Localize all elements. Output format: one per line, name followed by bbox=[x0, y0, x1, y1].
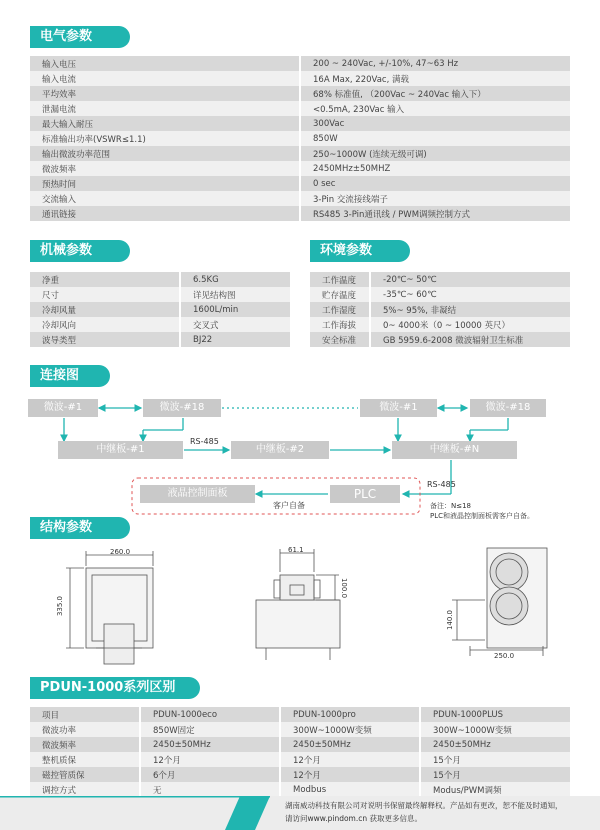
electrical-cell: 通讯链接 bbox=[30, 206, 300, 221]
microwave-18-box-left: 微波-#18 bbox=[143, 399, 221, 417]
series-cell: 12个月 bbox=[280, 752, 420, 767]
electrical-cell: 输入电流 bbox=[30, 71, 300, 86]
series-cell: Modus/PWM调频 bbox=[420, 782, 570, 797]
mechanical-cell: 尺寸 bbox=[30, 287, 180, 302]
footer-line-1: 湖南威动科技有限公司对说明书保留最终解释权。产品如有更改，恕不能及时通知， bbox=[285, 801, 563, 810]
microwave-18-box-right: 微波-#18 bbox=[470, 399, 546, 417]
dim-top-width: 250.0 bbox=[494, 652, 515, 660]
microwave-1-box-left: 微波-#1 bbox=[28, 399, 98, 417]
connection-section-title: 连接图 bbox=[30, 365, 110, 387]
rs485-label-relay: RS-485 bbox=[190, 437, 219, 446]
series-row bbox=[30, 752, 570, 767]
environment-cell: 0~ 4000米（0 ~ 10000 英尺） bbox=[370, 317, 570, 332]
series-row bbox=[30, 767, 570, 782]
mechanical-cell: 1600L/min bbox=[180, 302, 290, 317]
rs485-label-plc: RS-485 bbox=[427, 480, 456, 489]
electrical-cell: 250~1000W (连续无级可调) bbox=[300, 146, 570, 161]
electrical-cell: 输出微波功率范围 bbox=[30, 146, 300, 161]
series-cell: 300W~1000W变频 bbox=[420, 722, 570, 737]
relay-n-box: 中继板-#N bbox=[392, 441, 517, 459]
mechanical-cell: 净重 bbox=[30, 272, 180, 287]
electrical-cell: <0.5mA, 230Vac 输入 bbox=[300, 101, 570, 116]
relay-2-box: 中继板-#2 bbox=[231, 441, 329, 459]
lcd-panel-box: 液晶控制面板 bbox=[140, 485, 255, 503]
plc-box: PLC bbox=[330, 485, 400, 503]
environment-cell: -20℃~ 50℃ bbox=[370, 272, 570, 287]
series-comparison-table bbox=[30, 707, 570, 797]
series-row bbox=[30, 722, 570, 737]
mechanical-cell: 6.5KG bbox=[180, 272, 290, 287]
environment-cell: 贮存温度 bbox=[310, 287, 370, 302]
series-cell: 15个月 bbox=[420, 752, 570, 767]
footer-bar bbox=[0, 796, 600, 830]
series-cell: 15个月 bbox=[420, 767, 570, 782]
series-section-title: PDUN-1000系列区别 bbox=[30, 677, 200, 699]
electrical-cell: 最大输入耐压 bbox=[30, 116, 300, 131]
electrical-cell: 3-Pin 交流接线端子 bbox=[300, 191, 570, 206]
electrical-cell: 泄漏电流 bbox=[30, 101, 300, 116]
series-cell: 12个月 bbox=[280, 767, 420, 782]
environment-cell: GB 5959.6-2008 微波辐射卫生标准 bbox=[370, 332, 570, 347]
electrical-cell: 微波频率 bbox=[30, 161, 300, 176]
electrical-cell: 预热时间 bbox=[30, 176, 300, 191]
series-header-pro: PDUN-1000pro bbox=[280, 707, 420, 722]
footer-line-2: 请访问www.pindom.cn 获取更多信息。 bbox=[285, 814, 422, 823]
series-cell: 微波功率 bbox=[30, 722, 140, 737]
electrical-cell: 200 ~ 240Vac, +/-10%, 47~63 Hz bbox=[300, 56, 570, 71]
mechanical-cell: 冷却风向 bbox=[30, 317, 180, 332]
series-header-plus: PDUN-1000PLUS bbox=[420, 707, 570, 722]
environment-cell: 工作海拔 bbox=[310, 317, 370, 332]
electrical-cell: 300Vac bbox=[300, 116, 570, 131]
environment-cell: 安全标准 bbox=[310, 332, 370, 347]
environment-cell: 5%~ 95%, 非凝结 bbox=[370, 302, 570, 317]
series-cell: 调控方式 bbox=[30, 782, 140, 797]
electrical-cell: 2450MHz±50MHZ bbox=[300, 161, 570, 176]
electrical-cell: 平均效率 bbox=[30, 86, 300, 101]
electrical-cell: RS485 3-Pin通讯线 / PWM调频控制方式 bbox=[300, 206, 570, 221]
environment-section-title: 环境参数 bbox=[310, 240, 410, 262]
series-cell: 微波频率 bbox=[30, 737, 140, 752]
series-cell: Modbus bbox=[280, 782, 420, 797]
environment-cell: -35℃~ 60℃ bbox=[370, 287, 570, 302]
mechanical-cell: 冷却风量 bbox=[30, 302, 180, 317]
electrical-cell: 交流输入 bbox=[30, 191, 300, 206]
relay-1-box: 中继板-#1 bbox=[58, 441, 183, 459]
series-cell: 2450±50MHz bbox=[280, 737, 420, 752]
electrical-section-title: 电气参数 bbox=[30, 26, 130, 48]
series-cell: 整机质保 bbox=[30, 752, 140, 767]
connection-note-2: PLC和液晶控制面板需客户自备。 bbox=[430, 512, 535, 520]
dim-side-height: 100.0 bbox=[340, 577, 349, 599]
series-cell: 12个月 bbox=[140, 752, 280, 767]
customer-supplied-label: 客户自备 bbox=[273, 501, 305, 510]
mechanical-cell: 波导类型 bbox=[30, 332, 180, 347]
dim-top-height: 140.0 bbox=[446, 609, 455, 631]
structure-section-title: 结构参数 bbox=[30, 517, 130, 539]
electrical-cell: 0 sec bbox=[300, 176, 570, 191]
series-row bbox=[30, 782, 570, 797]
series-cell: 2450±50MHz bbox=[420, 737, 570, 752]
series-row bbox=[30, 737, 570, 752]
electrical-cell: 标准输出功率(VSWR≤1.1) bbox=[30, 131, 300, 146]
microwave-1-box-right: 微波-#1 bbox=[360, 399, 437, 417]
dim-front-height: 335.0 bbox=[56, 595, 65, 617]
series-cell: 6个月 bbox=[140, 767, 280, 782]
electrical-cell: 输入电压 bbox=[30, 56, 300, 71]
dim-front-width: 260.0 bbox=[110, 548, 131, 556]
mechanical-cell: BJ22 bbox=[180, 332, 290, 347]
electrical-cell: 68% 标准值, （200Vac ~ 240Vac 输入下） bbox=[300, 86, 570, 101]
environment-cell: 工作温度 bbox=[310, 272, 370, 287]
mechanical-cell: 交叉式 bbox=[180, 317, 290, 332]
series-cell: 300W~1000W变频 bbox=[280, 722, 420, 737]
mechanical-cell: 详见结构图 bbox=[180, 287, 290, 302]
mechanical-section-title: 机械参数 bbox=[30, 240, 130, 262]
connection-note-1: 备注：N≤18 bbox=[430, 502, 472, 510]
series-cell: 2450±50MHz bbox=[140, 737, 280, 752]
dim-waveguide-width: 61.1 bbox=[288, 546, 304, 554]
series-cell: 850W固定 bbox=[140, 722, 280, 737]
electrical-cell: 16A Max, 220Vac, 满载 bbox=[300, 71, 570, 86]
electrical-cell: 850W bbox=[300, 131, 570, 146]
series-header-eco: PDUN-1000eco bbox=[140, 707, 280, 722]
environment-cell: 工作湿度 bbox=[310, 302, 370, 317]
series-header-item: 项目 bbox=[30, 707, 140, 722]
series-cell: 磁控管质保 bbox=[30, 767, 140, 782]
series-cell: 无 bbox=[140, 782, 280, 797]
